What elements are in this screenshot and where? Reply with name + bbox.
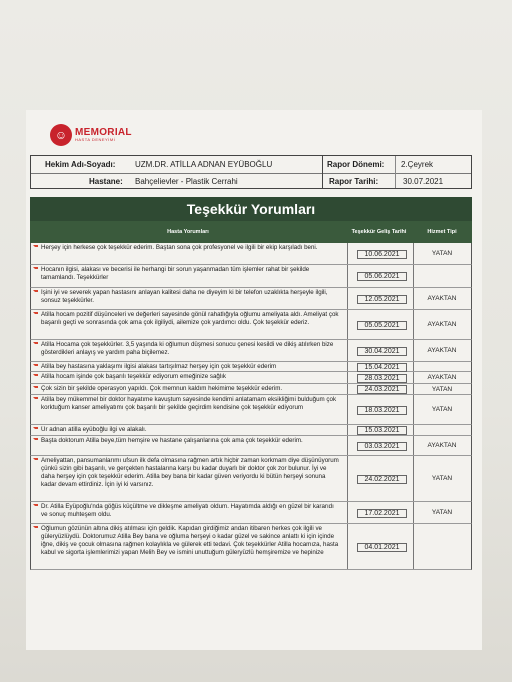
divider	[413, 265, 414, 287]
table-row	[30, 288, 472, 310]
row-marker-icon	[33, 342, 38, 347]
row-date: 10.06.2021	[364, 250, 400, 258]
row-marker-icon	[33, 290, 38, 295]
row-date: 05.06.2021	[364, 273, 400, 280]
row-marker-icon	[33, 526, 38, 531]
hospital-value: Bahçelievler - Plastik Cerrahi	[135, 177, 238, 186]
divider	[347, 265, 348, 287]
row-date: 30.04.2021	[364, 347, 400, 355]
col-date: Teşekkür Geliş Tarihi	[351, 229, 407, 235]
row-date: 24.03.2021	[364, 386, 400, 393]
row-comment: Ür adnan atilla eyüboğlu ilgi ve alakalı.	[41, 426, 147, 433]
period-value: 2.Çeyrek	[401, 160, 434, 169]
divider	[347, 456, 348, 501]
row-service-type: YATAN	[431, 250, 453, 257]
table-header	[30, 221, 472, 243]
row-service-type: YATAN	[431, 509, 453, 516]
row-service-type: YATAN	[431, 406, 453, 413]
divider	[347, 340, 348, 361]
row-comment: Atilla hocam pozitif düşünceleri ve değerleri sayesinde gönül rahatlığıyla oğlumu ameliyata aldı. Ameliyat çok başarılı geçti ve sonrasında çok ama çok ilgiliydi, ailemize çok yardımcı oldu. Çok teşekkür ederiz.	[41, 311, 339, 326]
row-date: 24.02.2021	[364, 475, 400, 483]
divider	[395, 156, 396, 188]
logo-name: MEMORIAL	[75, 127, 132, 138]
divider	[347, 524, 348, 569]
row-comment: Atilla bey mükemmel bir doktor hayatıme kavuştum sayesinde kendimi anlatamam eksikliğimi bulduğum çok korktuğum kanser ameliyatımı çok başarılı bir şekilde geçirdim kendisine çok teşekkür ediyorum	[41, 396, 337, 411]
row-marker-icon	[33, 245, 38, 250]
divider	[347, 372, 348, 383]
row-marker-icon	[33, 438, 38, 443]
row-comment: Herşey için herkese çok teşekkür ederim. Baştan sona çok profesyonel ve ilgili bir ekip karşıladı beni.	[41, 244, 318, 251]
row-comment: Oğlumun gözünün altına dikiş atılması için geldik. Kapıdan girdiğimiz andan itibaren herkes çok ilgili ve güleryüzlüydü. Doktorumuz Atilla Bey bana ve oğluma herşeyi o kadar güzel ve sakince anlattı ki için içinde iğne, dikiş ve çocuk olmasına rağmen kolaylıkla ve gülerek etti tedavi. Çok teşekkürler Atilla hocamıza, hasta kabul ve sigorta işlemlerimizi yapan Melih Bey ve ismini unuttuğum güleryüzlü hemşiremize ve hepinize	[41, 525, 339, 556]
col-comments: Hasta Yorumları	[167, 229, 209, 235]
table-row	[30, 502, 472, 524]
row-marker-icon	[33, 386, 38, 391]
table-row	[30, 395, 472, 425]
row-marker-icon	[33, 458, 38, 463]
row-comment: Çok sizin bir şekilde operasyon yapıldı. Çok memnun kaldım hekimime teşekkür ederim.	[41, 385, 283, 392]
divider	[413, 362, 414, 371]
doctor-value: UZM.DR. ATİLLA ADNAN EYÜBOĞLU	[135, 160, 273, 169]
row-marker-icon	[33, 312, 38, 317]
row-service-type: YATAN	[431, 385, 453, 393]
row-marker-icon	[33, 267, 38, 272]
row-comment: Atilla Hocama çok teşekkürler. 3,5 yaşında ki oğlumun düşmesi sonucu çenesi kesildi ve dikiş atılırken bize gösterdikleri anlayış ve yardım paha biçilemez.	[41, 341, 334, 356]
row-marker-icon	[33, 427, 38, 432]
doctor-label: Hekim Adı-Soyadı:	[45, 160, 116, 169]
table-row	[30, 524, 472, 570]
table-title: Teşekkür Yorumları	[30, 197, 472, 221]
report-date-value: 30.07.2021	[403, 177, 444, 186]
hospital-label: Hastane:	[89, 177, 123, 186]
row-comment: Hocanın ilgisi, alakası ve becerisi ile herhangi bir sorun yaşanmadan tüm işlemler rahat bir şekilde tamamlandı. Teşekkürler	[41, 266, 310, 281]
divider	[322, 156, 323, 188]
table-row	[30, 456, 472, 502]
divider	[413, 425, 414, 435]
divider	[413, 524, 414, 569]
divider	[347, 384, 348, 394]
row-service-type: YATAN	[431, 475, 453, 482]
divider	[347, 288, 348, 309]
table-row	[30, 310, 472, 340]
row-marker-icon	[33, 397, 38, 402]
table-row	[30, 362, 472, 372]
row-service-type: AYAKTAN	[427, 295, 457, 302]
divider	[347, 395, 348, 424]
divider	[347, 436, 348, 455]
row-date: 15.04.2021	[364, 363, 400, 371]
table-row	[30, 243, 472, 265]
row-date: 17.02.2021	[364, 509, 400, 517]
row-comment: İşini iyi ve severek yapan hastasını anlayan kalitesi daha ne diyeyim ki bir telefon uzaklıkta herşeyle ilgili, sonsuz teşekkürler.	[41, 289, 328, 304]
row-service-type: AYAKTAN	[427, 442, 457, 449]
divider	[347, 362, 348, 371]
row-comment: Ameliyattan, pansumanlarımı ufsun ilk defa olmasına rağmen artık hiçbir zaman korkmam diye düşünüyorum çünkü sizin gibi başarılı, ve gerçekten hastalarına karşı bu kadar duyarlı bir doktor çok zor bulunur. İyi ve daha herşey için çok teşekkür ederim. Atilla bey bana bir kadar güven veriyordu ki bütün herşeyi sonuna kadar devam ettirdiniz. İçin iyi ki varsınız.	[41, 457, 339, 488]
table-row	[30, 436, 472, 456]
row-date: 12.05.2021	[364, 295, 400, 303]
report-info-box	[30, 155, 472, 189]
row-comment: Atilla bey hastasına yaklaşımı ilgisi alakası tartışılmaz herşey için çok teşekkür ederim	[41, 363, 277, 370]
row-marker-icon	[33, 374, 38, 379]
row-marker-icon	[33, 364, 38, 369]
period-label: Rapor Dönemi:	[327, 160, 385, 169]
row-date: 05.05.2021	[364, 321, 400, 329]
divider	[347, 243, 348, 264]
row-date: 04.01.2021	[364, 543, 400, 551]
table-row	[30, 265, 472, 288]
divider	[347, 310, 348, 339]
col-type: Hizmet Tipi	[427, 229, 457, 235]
report-date-label: Rapor Tarihi:	[329, 177, 379, 186]
memorial-logo	[50, 124, 132, 146]
row-comment: Dr. Atilla Eyüpoğlu'nda göğüs küçültme ve dikleşme ameliyatı oldum. Hayatımda aldığı en güzel bir kararıdı ve sonuç muhteşem oldu.	[41, 503, 334, 518]
row-date: 18.03.2021	[364, 406, 400, 414]
row-marker-icon	[33, 504, 38, 509]
table-row	[30, 340, 472, 362]
logo-sub: HASTA DENEYİMİ	[75, 137, 116, 142]
smile-icon: ☺	[50, 124, 72, 146]
row-date: 15.03.2021	[364, 427, 400, 434]
row-service-type: AYAKTAN	[427, 347, 457, 354]
row-comment: Atilla hocam işinde çok başarılı teşekkür ediyorum emeğinize sağlık	[41, 373, 227, 380]
table-row	[30, 372, 472, 384]
row-service-type: AYAKTAN	[427, 321, 457, 328]
row-date: 03.03.2021	[364, 442, 400, 450]
row-comment: Başta doktorum Atilla beye,tüm hemşire ve hastane çalışanlarına çok ama çok teşekkür ederim.	[41, 437, 303, 444]
row-service-type: AYAKTAN	[427, 374, 457, 381]
divider	[347, 502, 348, 523]
divider	[347, 425, 348, 435]
table-row	[30, 384, 472, 395]
row-date: 28.03.2021	[364, 374, 400, 382]
table-row	[30, 425, 472, 436]
